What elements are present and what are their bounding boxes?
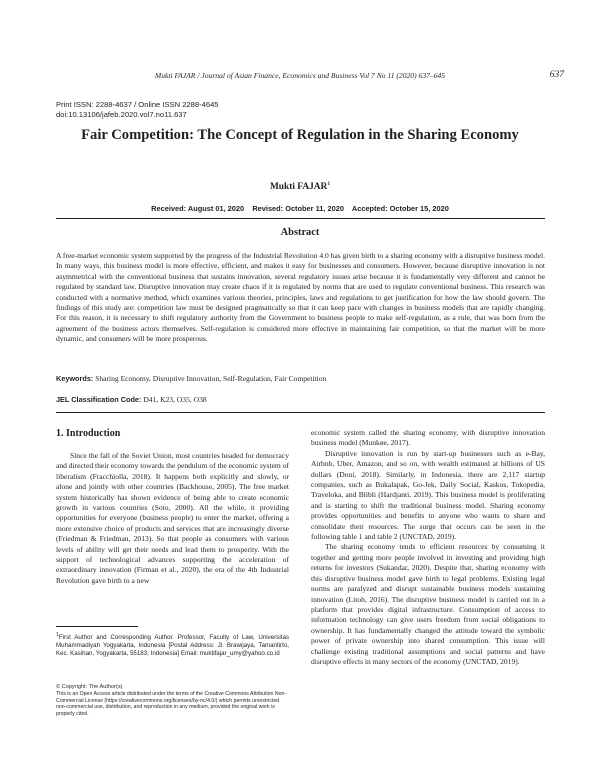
license-text: This is an Open Access article distributed under the terms of the Creative Commons Attribution Non-Commercial License (https://creativecommons.org/licenses/by-nc/4.0/) which permits unrestricted non-commercial use, distribution, and reproduction in any medium, provided the original work is properly cited.	[56, 690, 287, 718]
received-dates: Received: August 01, 2020 Revised: October 11, 2020 Accepted: October 15, 2020	[151, 204, 449, 213]
copyright-line: © Copyright: The Author(s)	[56, 684, 123, 690]
keywords-line	[56, 374, 326, 383]
author-footnote	[56, 631, 289, 659]
jel-text: D41, K23, O35, O38	[143, 395, 207, 404]
paper-title: Fair Competition: The Concept of Regulation in the Sharing Economy	[81, 127, 519, 143]
keywords-text: Sharing Economy, Disruptive Innovation, Self-Regulation, Fair Competition	[95, 374, 327, 383]
copyright-notice	[56, 684, 289, 718]
author-footnote-mark: 1	[327, 181, 331, 187]
keywords-label: Keywords:	[56, 374, 94, 383]
issn-line: Print ISSN: 2288-4637 / Online ISSN 2288-4645	[56, 100, 219, 109]
running-head: Mukti FAJAR / Journal of Asian Finance, Economics and Business Vol 7 No 11 (2020) 637–645	[154, 71, 446, 80]
right-column	[311, 428, 545, 667]
jel-line	[56, 395, 207, 404]
author-line	[0, 181, 600, 192]
footnote-mark: 1	[56, 632, 59, 638]
intro-paragraph: The sharing economy tends to efficient resources by consuming it together and getting more people involved in investing and providing high returns for investors (Sukandar, 2020). Despite that, sharing economy with this disruptive business model gave birth to legal problems. Existing legal norms are paralyzed and disrupt sustainable business models sustaining innovation (Litoh, 2016). The disruptive business model is carried out in a platform that provides digital infrastructure. Consumption of access to information technology can give users freedom from social obligations to ownership. It has fundamentally changed the attitude toward the symbolic power of private ownership into shared consumption. This issue will challenge existing traditional assumptions and social patterns and have disruptive effects in many sectors of the economy (UNCTAD, 2019).	[311, 542, 545, 666]
jel-label: JEL Classification Code:	[56, 395, 142, 404]
abstract-heading: Abstract	[280, 227, 320, 238]
page-number: 637	[549, 70, 564, 80]
footnote-divider	[56, 626, 138, 627]
intro-paragraph: Since the fall of the Soviet Union, most countries headed for democracy and directed their economy towards the pendulum of the economic system of liberalism (Fracchiolla, 2018). It happens both explicitly and slowly, or alone and jointly with other countries (Backhouse, 2005). The free market system historically has shown evidence of being able to create economic growth in various countries (Soto, 2000). All the while, it providing opportunities for everyone (business people) to enter the market, offering a more extensive choice of products and services that are increasingly diverse (Friedman & Friedman, 2013). So that people as consumers with various levels of ability will get their needs and lead them to prosperity. With the support of technological advances supporting the acceleration of extraordinary innovation (Firman et al., 2020), the era of the 4th Industrial Revolution gave birth to a new	[56, 451, 289, 585]
intro-paragraph: Disruptive innovation is run by start-up businesses such as e-Bay, Airbnb, Uber, Amazon, and so on, with wealth estimated at billions of US dollars (Doni, 2018). Similarly, in Indonesia, there are 2,117 startup companies, such as Bukalapak, Go-Jek, Daily Social, Kaskus, Tokopedia, Traveloka, and Blibli (Hardjanti, 2019). This business model is proliferating and is starting to shift the traditional business model. Sharing economy provides opportunities and benefits to anyone who wants to share and consolidate their resources. The surge that occurs can be seen in the following table 1 and table 2 (UNCTAD, 2019).	[311, 448, 545, 542]
section-heading-introduction: 1. Introduction	[56, 428, 121, 439]
intro-paragraph: economic system called the sharing economy, with disruptive innovation business model (Munkøe, 2017).	[311, 428, 545, 448]
abstract-bottom-divider	[56, 412, 545, 413]
author-name: Mukti FAJAR	[269, 182, 328, 193]
top-divider	[56, 218, 545, 219]
footnote-text: First Author and Corresponding Author. Professor, Faculty of Law, Universitas Muhammadiyah Yogyakarta, Indonesia [Postal Address: Jl. Brawijaya, Tamantirto, Kec. Kasihan, Yogyakarta, 55183, Indonesia] Email: muktifajar_umy@yahoo.co.id	[56, 634, 289, 658]
doi-line[interactable]: doi:10.13106/jafeb.2020.vol7.no11.637	[56, 110, 187, 119]
left-column	[56, 451, 289, 586]
abstract-text: A free-market economic system supported by the progress of the Industrial Revolution 4.0 has given birth to a sharing economy with a disruptive business model. In many ways, this business model is more effective, efficient, and makes it easy for businesses and consumers. However, because disruptive innovation is not asymmetrical with the conventional business that sustains innovation, several regulatory issues arise because it is fundamentally very different and cannot be regulated by standard law. Disruptive innovation may create chaos if it is regulated by norms that are used to regulate conventional business. This research was conducted with a normative method, which examines various theories, principles, laws and regulations to get justification for how the law should govern. The findings of this study are: competition law must be designed pragmatically so that it can keep pace with changes in business models that are rapidly changing. For this reason, it is necessary to shift regulatory authority from the Government to business people to make self-regulation, as a rule, that was born from the agreement of the business actors themselves. Self-regulation is considered more effective in maintaining fair competition, so that the market will be more dynamic, and consumers will be more prosperous.	[56, 251, 545, 344]
